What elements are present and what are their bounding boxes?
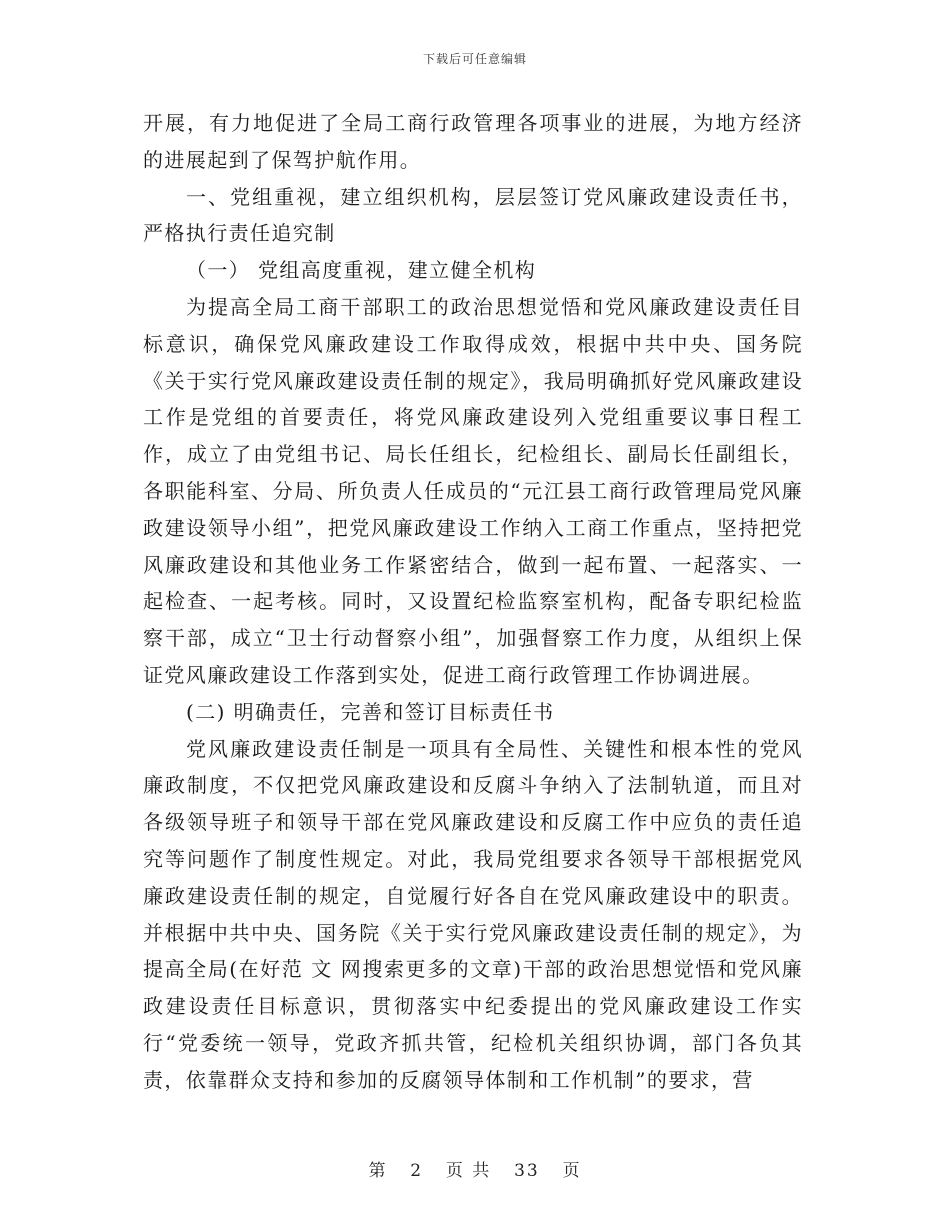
paragraph: 党风廉政建设责任制是一项具有全局性、关键性和根本性的党风廉政制度，不仅把党风廉政建设和反腐斗争纳入了法制轨道，而且对各级领导班子和领导干部在党风廉政建设和反腐工作中应负的责任追究等问题作了制度性规定。对此，我局党组要求各领导干部根据党风廉政建设责任制的规定，自觉履行好各自在党风廉政建设中的职责。并根据中共中央、国务院《关于实行党风廉政建设责任制的规定》，为提高全局(在好范 文 网搜索更多的文章)干部的政治思想觉悟和党风廉政建设责任目标意识，贯彻落实中纪委提出的党风廉政建设工作实行“党委统一领导，党政齐抓共管，纪检机关组织协调，部门各负其责，依靠群众支持和参加的反腐领导体制和工作机制”的要求，营 [143, 736, 803, 1092]
paragraph: 开展，有力地促进了全局工商行政管理各项事业的进展，为地方经济的进展起到了保驾护航作用。 [143, 111, 803, 172]
footer-middle: 页 共 [445, 1161, 492, 1181]
footer-prefix: 第 [368, 1161, 388, 1181]
page-footer [0, 1156, 950, 1181]
section-heading: 一、党组重视，建立组织机构，层层签订党风廉政建设责任书，严格执行责任追究制 [143, 184, 803, 246]
header-note: 下载后可任意编辑 [422, 52, 527, 66]
subsection-heading: (二) 明确责任，完善和签订目标责任书 [186, 699, 555, 724]
footer-suffix: 页 [562, 1161, 582, 1181]
total-pages-number: 33 [514, 1161, 540, 1181]
subsection-heading: （一） 党组高度重视，建立健全机构 [186, 258, 537, 283]
body-text [143, 105, 803, 1099]
paragraph: 为提高全局工商干部职工的政治思想觉悟和党风廉政建设责任目标意识，确保党风廉政建设工作取得成效，根据中共中央、国务院《关于实行党风廉政建设责任制的规定》，我局明确抓好党风廉政建设工作是党组的首要责任，将党风廉政建设列入党组重要议事日程工作，成立了由党组书记、局长任组长，纪检组长、副局长任副组长，各职能科室、分局、所负责人任成员的“元江县工商行政管理局党风廉政建设领导小组”，把党风廉政建设工作纳入工商工作重点，坚持把党风廉政建设和其他业务工作紧密结合，做到一起布置、一起落实、一起检查、一起考核。同时，又设置纪检监察室机构，配备专职纪检监察干部，成立“卫士行动督察小组”，加强督察工作力度，从组织上保证党风廉政建设工作落到实处，促进工商行政管理工作协调进展。 [143, 294, 803, 687]
current-page-number: 2 [410, 1161, 424, 1181]
